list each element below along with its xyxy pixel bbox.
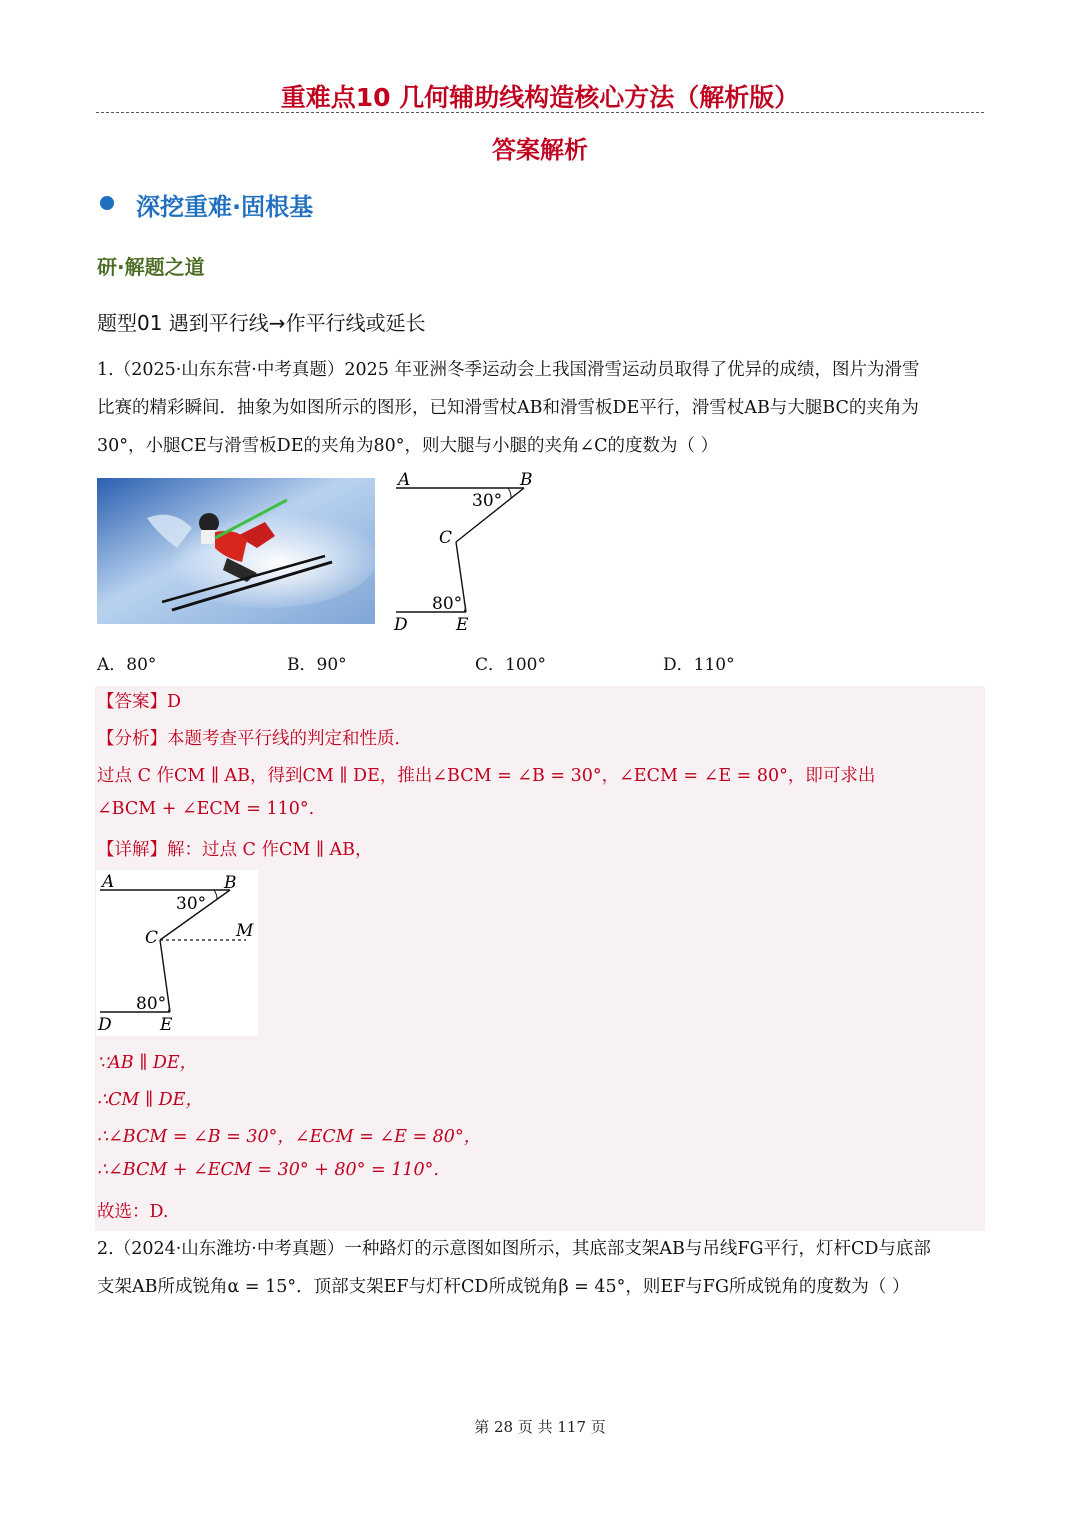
skier-photo: [97, 478, 375, 624]
section-title: 深挖重难·固根基: [136, 193, 314, 221]
label-m: M: [236, 921, 254, 941]
answer-line: 【答案】D: [97, 692, 182, 712]
solution-geometry-figure: [96, 870, 258, 1036]
option-c[interactable]: C．100°: [475, 655, 546, 675]
step-4: ∴∠BCM + ∠ECM = 30° + 80° = 110°.: [97, 1160, 439, 1180]
label-b: B: [224, 873, 237, 893]
q1-line-3: 30°，小腿CE与滑雪板DE的夹角为80°，则大腿与小腿的夹角∠C的度数为（ ）: [97, 436, 719, 456]
label-e: E: [456, 615, 469, 635]
q1-geometry-figure: [384, 466, 544, 638]
label-d: D: [394, 615, 408, 635]
label-c: C: [145, 928, 159, 948]
option-d[interactable]: D．110°: [663, 655, 735, 675]
q2-line-1: 2.（2024·山东潍坊·中考真题）一种路灯的示意图如图所示，其底部支架AB与吊线FG平行，灯杆CD与底部: [97, 1239, 931, 1259]
label-b: B: [520, 470, 533, 490]
label-angle-e: 80°: [432, 594, 463, 614]
conclusion: 故选：D.: [97, 1202, 169, 1222]
label-angle-b: 30°: [176, 894, 207, 914]
label-c: C: [439, 528, 453, 548]
problem-type-title: 题型01 遇到平行线→作平行线或延长: [97, 311, 426, 335]
bullet-dot-icon: [100, 196, 114, 210]
label-a: A: [102, 872, 115, 892]
option-a[interactable]: A．80°: [97, 655, 157, 675]
step-2: ∴CM ∥ DE，: [97, 1090, 203, 1110]
analysis-line: 【分析】本题考查平行线的判定和性质．: [97, 729, 412, 749]
label-angle-e: 80°: [136, 994, 167, 1014]
option-b[interactable]: B．90°: [287, 655, 347, 675]
label-e: E: [160, 1015, 173, 1035]
subsection-title: 研·解题之道: [97, 255, 205, 279]
q1-line-1: 1.（2025·山东东营·中考真题）2025 年亚洲冬季运动会上我国滑雪运动员取得了优异的成绩，图片为滑雪: [97, 360, 920, 380]
step-3: ∴∠BCM = ∠B = 30°，∠ECM = ∠E = 80°，: [97, 1127, 482, 1147]
label-d: D: [98, 1015, 112, 1035]
doc-subtitle: 答案解析: [492, 136, 588, 164]
step-1: ∵AB ∥ DE，: [97, 1053, 198, 1073]
label-a: A: [398, 470, 411, 490]
label-angle-b: 30°: [472, 491, 503, 511]
angle-b-arc: [508, 488, 511, 498]
title-divider: [96, 112, 984, 113]
analysis-line-2: 过点 C 作CM ∥ AB，得到CM ∥ DE，推出∠BCM = ∠B = 30°，∠ECM = ∠E = 80°，即可求出: [97, 766, 876, 786]
analysis-line-3: ∠BCM + ∠ECM = 110°.: [97, 799, 315, 819]
q1-line-2: 比赛的精彩瞬间．抽象为如图所示的图形，已知滑雪杖AB和滑雪板DE平行，滑雪杖AB与大腿BC的夹角为: [97, 398, 919, 418]
page-footer: 第 28 页 共 117 页: [474, 1418, 606, 1436]
detail-line: 【详解】解：过点 C 作CM ∥ AB，: [97, 840, 373, 860]
q2-line-2: 支架AB所成锐角α = 15°．顶部支架EF与灯杆CD所成锐角β = 45°，则EF与FG所成锐角的度数为（ ）: [97, 1277, 910, 1297]
doc-title: 重难点10 几何辅助线构造核心方法（解析版）: [280, 83, 800, 112]
